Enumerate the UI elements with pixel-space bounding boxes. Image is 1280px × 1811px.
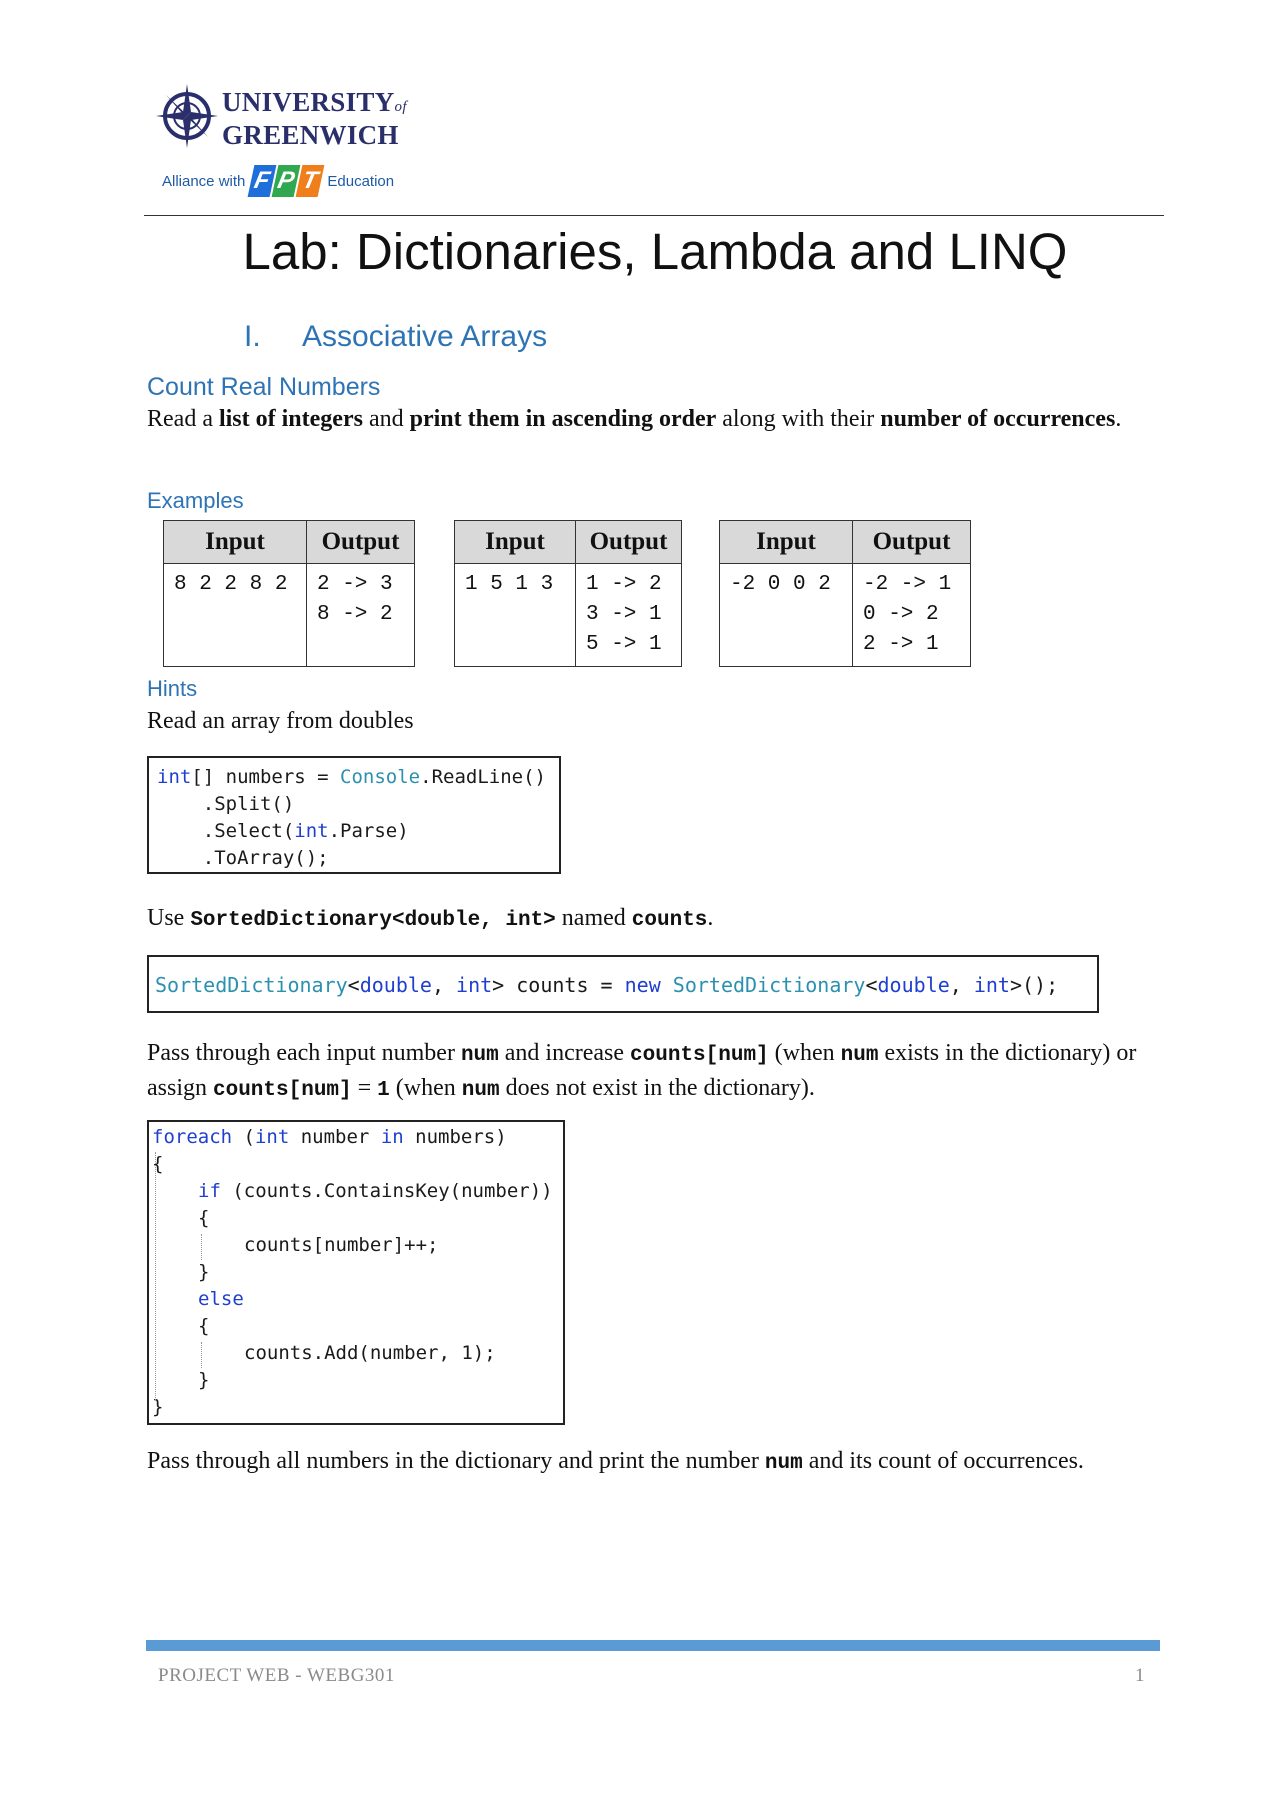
column-header-output: Output [853, 521, 971, 564]
alliance-fpt: Alliance with F P T Education [162, 165, 394, 197]
example-output: -2 -> 1 0 -> 2 2 -> 1 [853, 564, 971, 667]
column-header-input: Input [164, 521, 307, 564]
column-header-output: Output [307, 521, 415, 564]
examples-heading: Examples [147, 488, 244, 513]
header-divider [144, 215, 1164, 216]
fpt-logo-icon: F P T [251, 165, 321, 197]
problem-heading: Count Real Numbers [147, 373, 381, 401]
example-table-3 [719, 520, 971, 667]
indent-guide [201, 1234, 202, 1260]
example-input: 1 5 1 3 [455, 564, 576, 667]
hint-use-text: Use SortedDictionary<double, int> named counts. [147, 905, 714, 932]
example-input: -2 0 0 2 [720, 564, 853, 667]
code-block-sorted-dictionary: SortedDictionary<double, int> counts = new SortedDictionary<double, int>(); [147, 955, 1099, 1013]
example-input: 8 2 2 8 2 [164, 564, 307, 667]
footer-bar [146, 1640, 1160, 1651]
section-heading: I. Associative Arrays [244, 320, 548, 353]
university-logo [156, 80, 426, 210]
page-title: Lab: Dictionaries, Lambda and LINQ [242, 223, 1068, 280]
hint-pass-text: Pass through each input number num and increase counts[num] (when num exists in the dictionary) or assign counts[num] = 1 (when num does not exist in the dictionary). [147, 1040, 1137, 1102]
example-output: 1 -> 2 3 -> 1 5 -> 1 [576, 564, 682, 667]
footer-course: PROJECT WEB - WEBG301 [158, 1665, 395, 1686]
example-table-2 [454, 520, 682, 667]
indent-guide [155, 1152, 156, 1400]
example-output: 2 -> 3 8 -> 2 [307, 564, 415, 667]
indent-guide [201, 1342, 202, 1368]
code-block-read-array: int[] numbers = Console.ReadLine() .Split() .Select(int.Parse) .ToArray(); [147, 756, 561, 874]
university-name: UNIVERSITYof GREENWICH [222, 87, 407, 150]
hints-heading: Hints [147, 676, 198, 701]
example-table-1 [163, 520, 415, 667]
hint-final-text: Pass through all numbers in the dictionary and print the number num and its count of occurrences. [147, 1448, 1084, 1475]
code-block-foreach: foreach (int number in numbers) { if (counts.ContainsKey(number)) { counts[number]++; } else { counts.Add(number, 1); } } [147, 1120, 565, 1425]
page-number: 1 [1135, 1665, 1145, 1686]
column-header-input: Input [720, 521, 853, 564]
problem-description: Read a list of integers and print them in ascending order along with their number of occurrences. [147, 406, 1122, 432]
hint-read-text: Read an array from doubles [147, 708, 414, 734]
column-header-output: Output [576, 521, 682, 564]
column-header-input: Input [455, 521, 576, 564]
compass-rose-icon [156, 82, 218, 150]
